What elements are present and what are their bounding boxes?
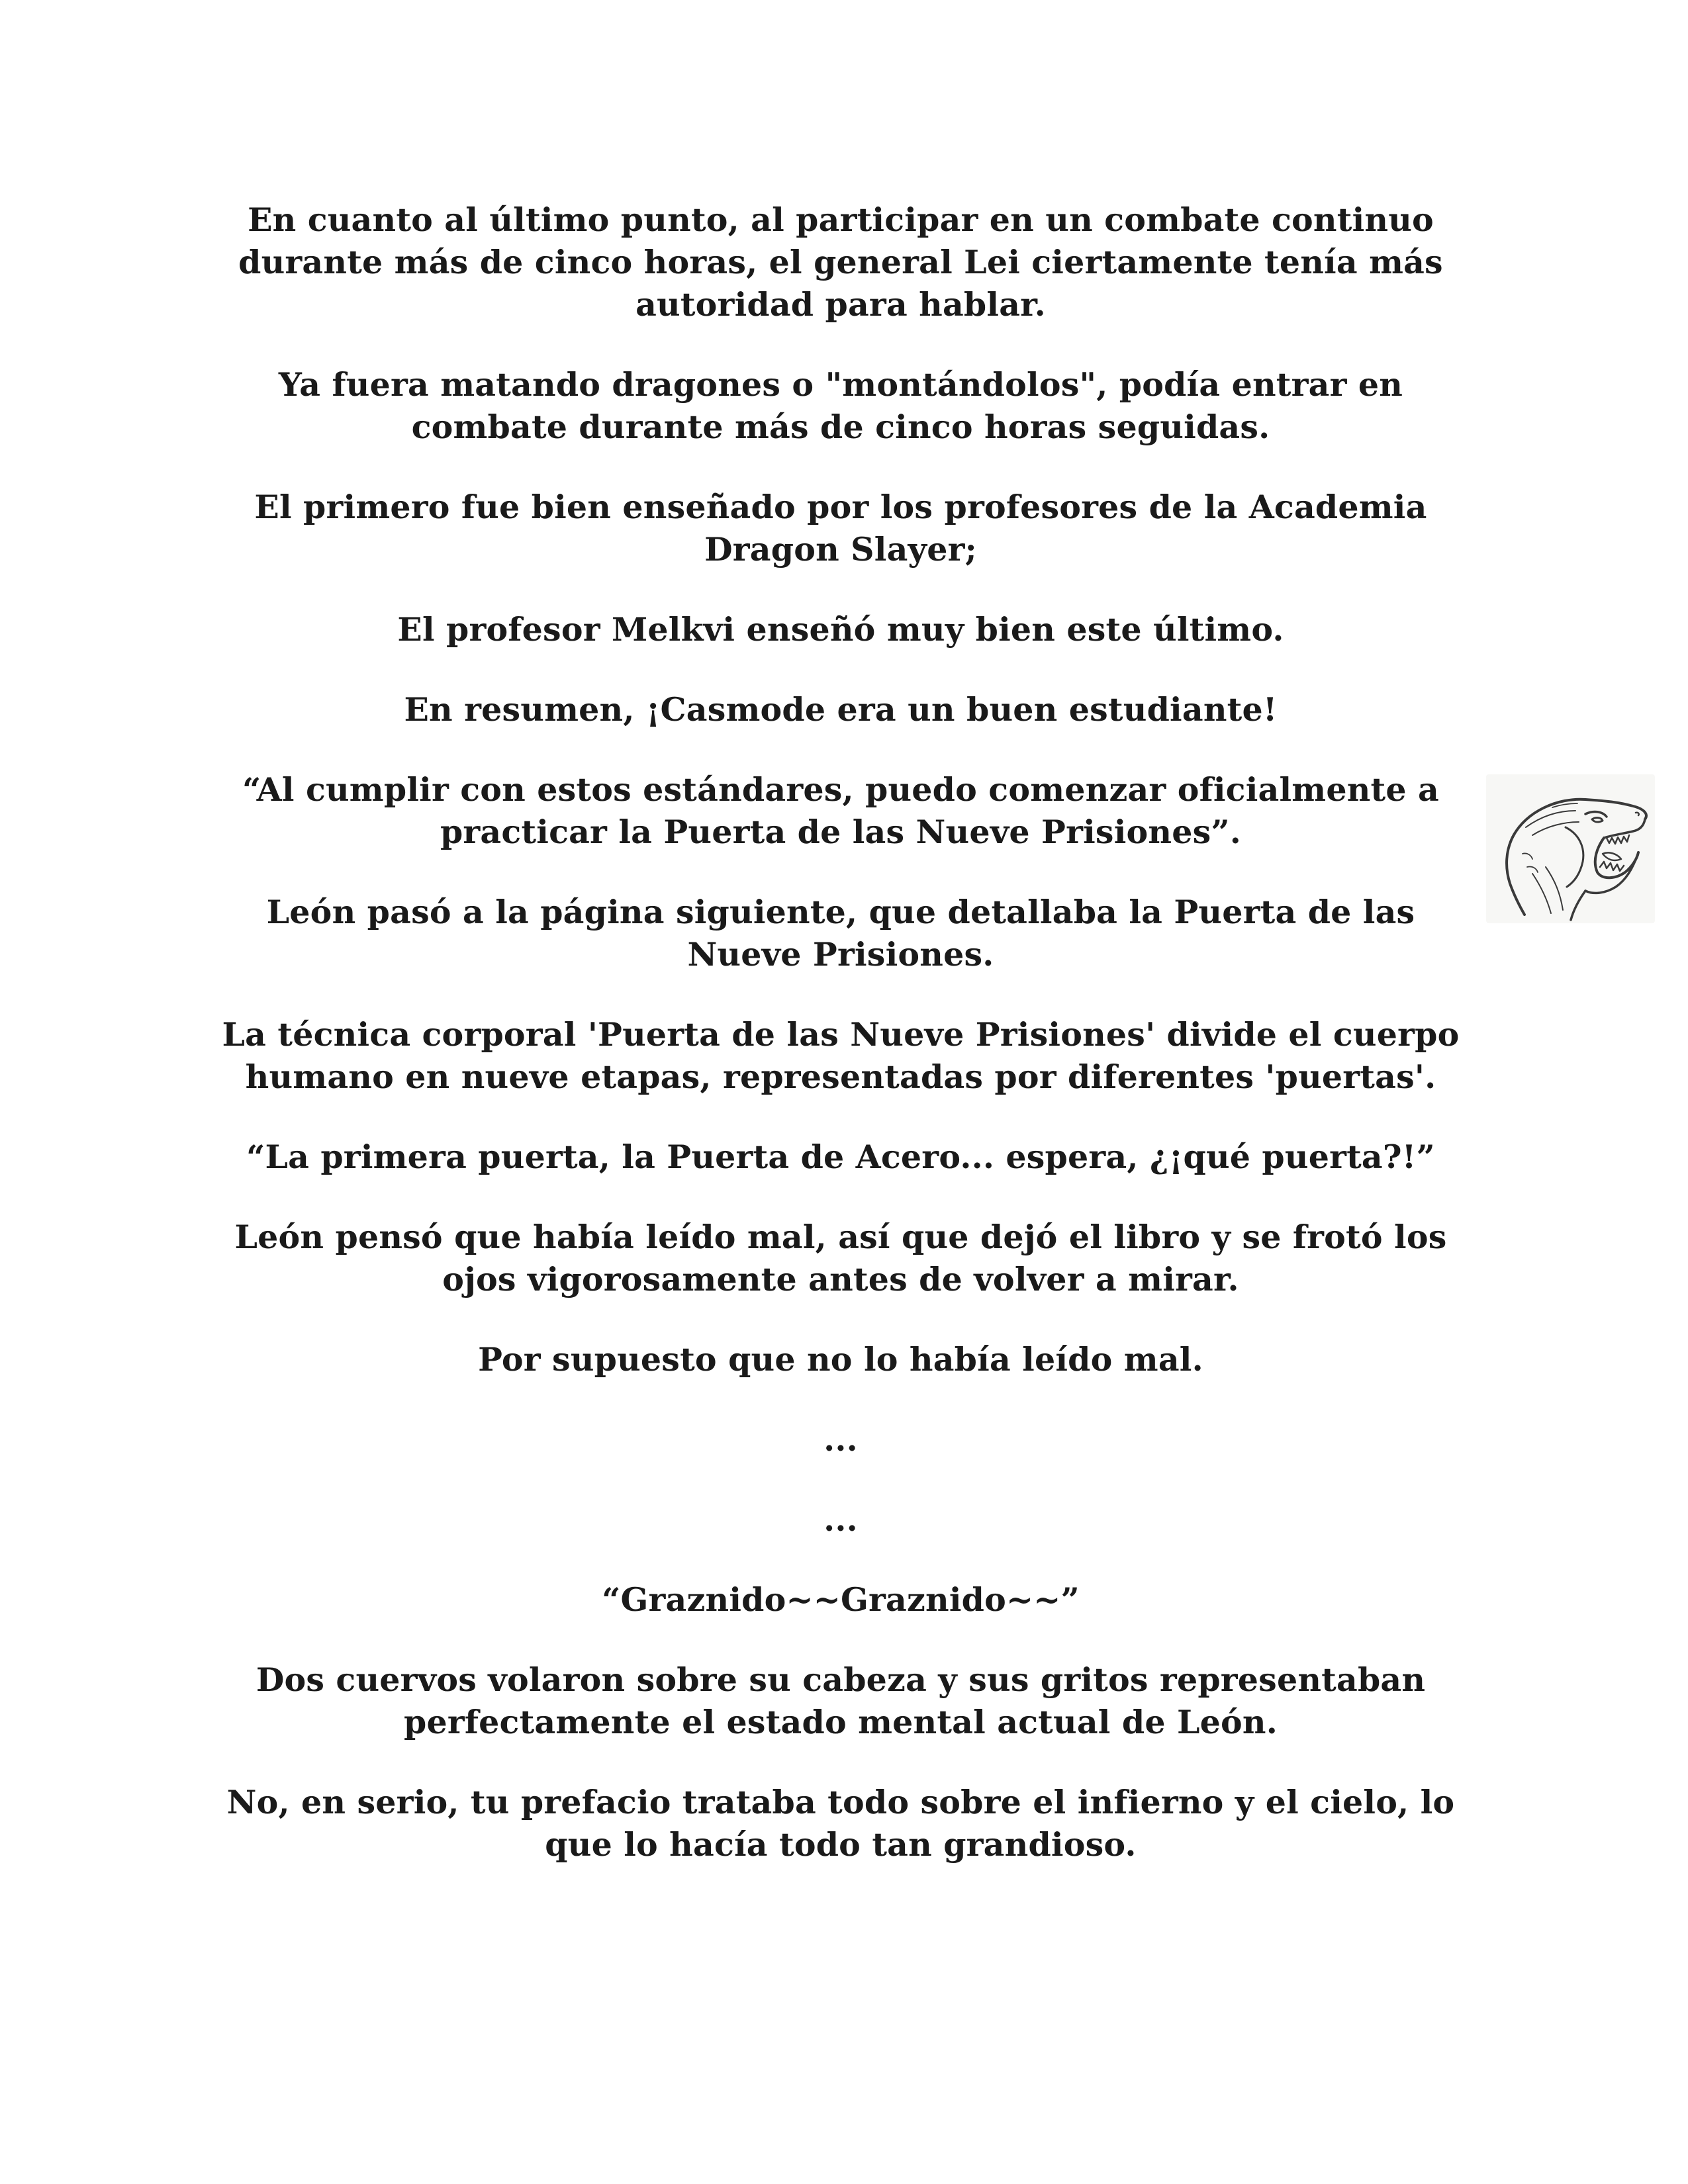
paragraph: El primero fue bien enseñado por los profesores de la Academia Dragon Slayer;	[254, 488, 1427, 569]
paragraph: León pensó que había leído mal, así que dejó el libro y se frotó los ojos vigorosamente antes de volver a mirar.	[234, 1218, 1447, 1298]
paragraph: Por supuesto que no lo había leído mal.	[478, 1340, 1203, 1379]
paragraph: En resumen, ¡Casmode era un buen estudiante!	[404, 690, 1278, 729]
paragraph: Dos cuervos volaron sobre su cabeza y sus gritos representaban perfectamente el estado mental actual de León.	[256, 1661, 1426, 1741]
paragraph: “Al cumplir con estos estándares, puedo comenzar oficialmente a practicar la Puerta de las Nueve Prisiones”.	[242, 770, 1439, 851]
scene-break: ...	[823, 1500, 858, 1539]
body-text	[218, 199, 1463, 1903]
paragraph: “Graznido~~Graznido~~”	[602, 1580, 1080, 1619]
paragraph: Ya fuera matando dragones o "montándolos", podía entrar en combate durante más de cinco horas seguidas.	[278, 365, 1403, 446]
dinosaur-head-sketch-icon	[1486, 774, 1655, 923]
paragraph: La técnica corporal 'Puerta de las Nueve Prisiones' divide el cuerpo humano en nueve etapas, representadas por diferentes 'puertas'.	[222, 1015, 1460, 1096]
paragraph: “La primera puerta, la Puerta de Acero... espera, ¿¡qué puerta?!”	[246, 1138, 1435, 1176]
paragraph: No, en serio, tu prefacio trataba todo sobre el infierno y el cielo, lo que lo hacía todo tan grandioso.	[226, 1783, 1455, 1864]
paragraph: León pasó a la página siguiente, que detallaba la Puerta de las Nueve Prisiones.	[266, 893, 1415, 974]
scene-break: ...	[823, 1420, 858, 1459]
paragraph: En cuanto al último punto, al participar en un combate continuo durante más de cinco horas, el general Lei ciertamente tenía más autoridad para hablar.	[238, 201, 1443, 324]
paragraph: El profesor Melkvi enseñó muy bien este último.	[397, 610, 1284, 649]
